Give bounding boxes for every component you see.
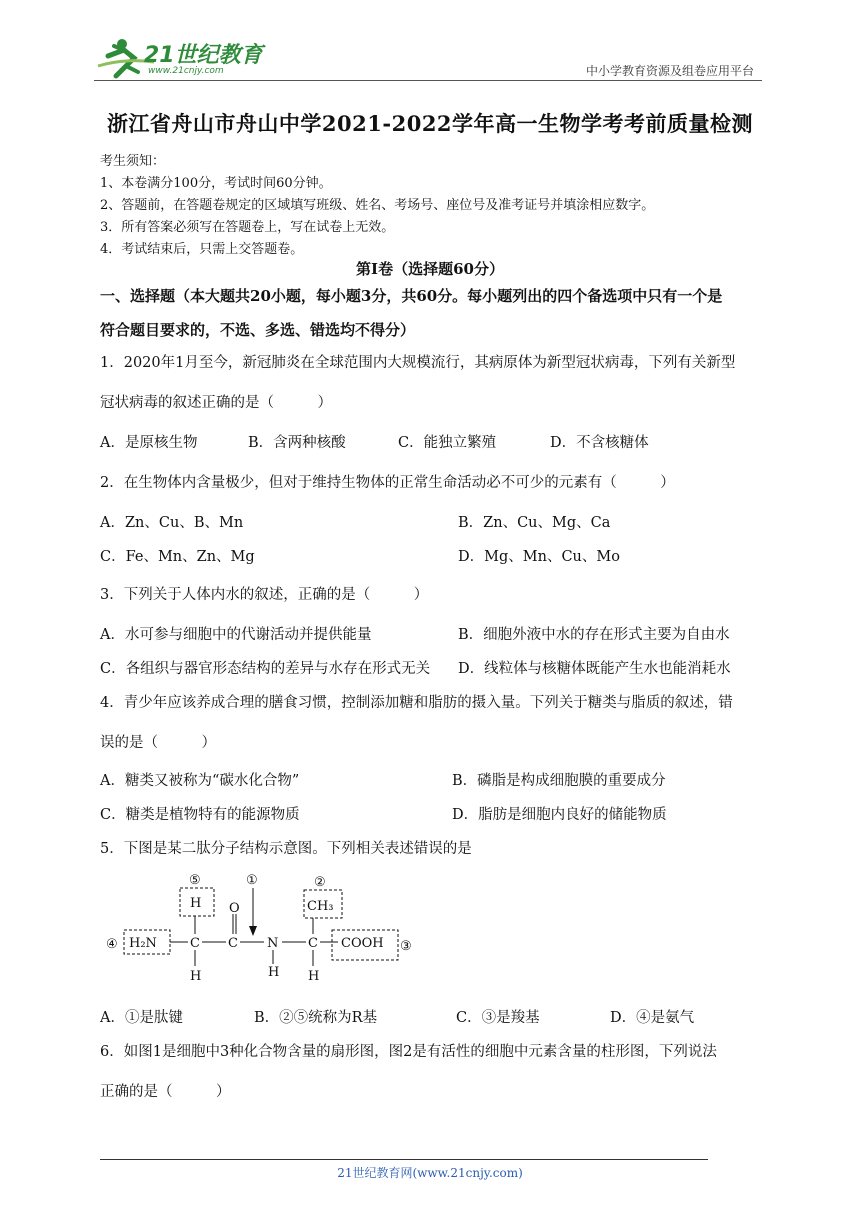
q1-option-b: B．含两种核酸	[248, 435, 346, 451]
q5-option-c: C．③是羧基	[456, 1010, 540, 1026]
mark-2: ②	[314, 875, 326, 890]
question-3: 3．下列关于人体内水的叙述，正确的是（ ）	[100, 587, 429, 603]
q4-option-b: B．磷脂是构成细胞膜的重要成分	[452, 773, 666, 789]
logo-url: www.21cnjy.com	[148, 66, 224, 76]
q4-option-d: D．脂肪是细胞内良好的储能物质	[452, 807, 667, 823]
q2-option-d: D．Mg、Mn、Cu、Mo	[458, 549, 620, 565]
page-title: 浙江省舟山市舟山中学2021-2022学年高一生物学考考前质量检测	[106, 111, 754, 136]
q1-option-c: C．能独立繁殖	[398, 435, 497, 451]
q1-option-d: D．不含核糖体	[550, 435, 649, 451]
part-heading-cont: 符合题目要求的，不选、多选、错选均不得分）	[100, 321, 416, 339]
notice-item: 2、答题前，在答题卷规定的区域填写班级、姓名、考场号、座位号及准考证号并填涂相应数字。	[100, 198, 655, 213]
footer-divider	[100, 1159, 708, 1160]
notice-item: 1、本卷满分100分，考试时间60分钟。	[100, 176, 332, 191]
section-title: 第Ⅰ卷（选择题60分）	[356, 260, 504, 278]
q2-option-b: B．Zn、Cu、Mg、Ca	[458, 515, 611, 531]
atom-ch3: CH₃	[307, 899, 334, 914]
atom-n: N	[267, 936, 279, 951]
q5-option-d: D．④是氨气	[610, 1010, 695, 1026]
atom-c-carbonyl: C	[228, 936, 238, 951]
question-2: 2．在生物体内含量极少，但对于维持生物体的正常生命活动必不可少的元素有（ ）	[100, 475, 675, 491]
mark-5: ⑤	[189, 873, 201, 888]
q5-option-a: A．①是肽键	[100, 1010, 183, 1026]
dipeptide-structure-diagram	[100, 866, 430, 986]
atom-o: O	[229, 901, 240, 916]
notice-item: 3．所有答案必须写在答题卷上，写在试卷上无效。	[100, 220, 395, 235]
q4-option-a: A．糖类又被称为“碳水化合物”	[100, 773, 300, 789]
brand-logo	[94, 36, 264, 80]
mark-1: ①	[246, 873, 258, 888]
mark-4: ④	[106, 937, 118, 952]
header-divider	[94, 80, 762, 81]
atom-h-n: H	[268, 965, 280, 980]
atom-h-bottom: H	[190, 969, 202, 984]
q3-option-b: B．细胞外液中水的存在形式主要为自由水	[458, 627, 730, 643]
part-heading: 一、选择题（本大题共20小题，每小题3分，共60分。每小题列出的四个备选项中只有一个是	[100, 287, 723, 305]
notice-item: 4．考试结束后，只需上交答题卷。	[100, 242, 304, 257]
mark-3: ③	[400, 939, 412, 954]
platform-label: 中小学教育资源及组卷应用平台	[585, 64, 754, 78]
footer-link[interactable]: 21世纪教育网(www.21cnjy.com)	[337, 1166, 523, 1180]
question-6-cont: 正确的是（ ）	[100, 1084, 231, 1100]
q3-option-a: A．水可参与细胞中的代谢活动并提供能量	[100, 627, 372, 643]
question-1-cont: 冠状病毒的叙述正确的是（ ）	[100, 395, 332, 411]
atom-cooh: COOH	[341, 936, 384, 951]
atom-h2n: H₂N	[129, 936, 157, 951]
atom-c-alpha-2: C	[308, 936, 318, 951]
question-6: 6．如图1是细胞中3种化合物含量的扇形图，图2是有活性的细胞中元素含量的柱形图，下列说法	[100, 1044, 717, 1060]
q1-option-a: A．是原核生物	[100, 435, 198, 451]
atom-h-bottom-2: H	[308, 969, 320, 984]
atom-h: H	[190, 896, 202, 911]
notice-heading: 考生须知：	[100, 154, 166, 169]
q3-option-c: C．各组织与器官形态结构的差异与水存在形式无关	[100, 661, 431, 677]
logo-text: 21世纪教育	[144, 43, 263, 68]
atom-c-alpha: C	[190, 936, 200, 951]
q3-option-d: D．线粒体与核糖体既能产生水也能消耗水	[458, 661, 731, 677]
q5-option-b: B．②⑤统称为R基	[254, 1010, 378, 1026]
q4-option-c: C．糖类是植物特有的能源物质	[100, 807, 300, 823]
question-5: 5．下图是某二肽分子结构示意图。下列相关表述错误的是	[100, 841, 472, 857]
question-4: 4．青少年应该养成合理的膳食习惯，控制添加糖和脂肪的摄入量。下列关于糖类与脂质的叙述，错	[100, 695, 733, 711]
q2-option-c: C．Fe、Mn、Zn、Mg	[100, 549, 255, 565]
question-1: 1．2020年1月至今，新冠肺炎在全球范围内大规模流行，其病原体为新型冠状病毒，下列有关新型	[100, 355, 736, 371]
q2-option-a: A．Zn、Cu、B、Mn	[100, 515, 244, 531]
question-4-cont: 误的是（ ）	[100, 735, 216, 751]
